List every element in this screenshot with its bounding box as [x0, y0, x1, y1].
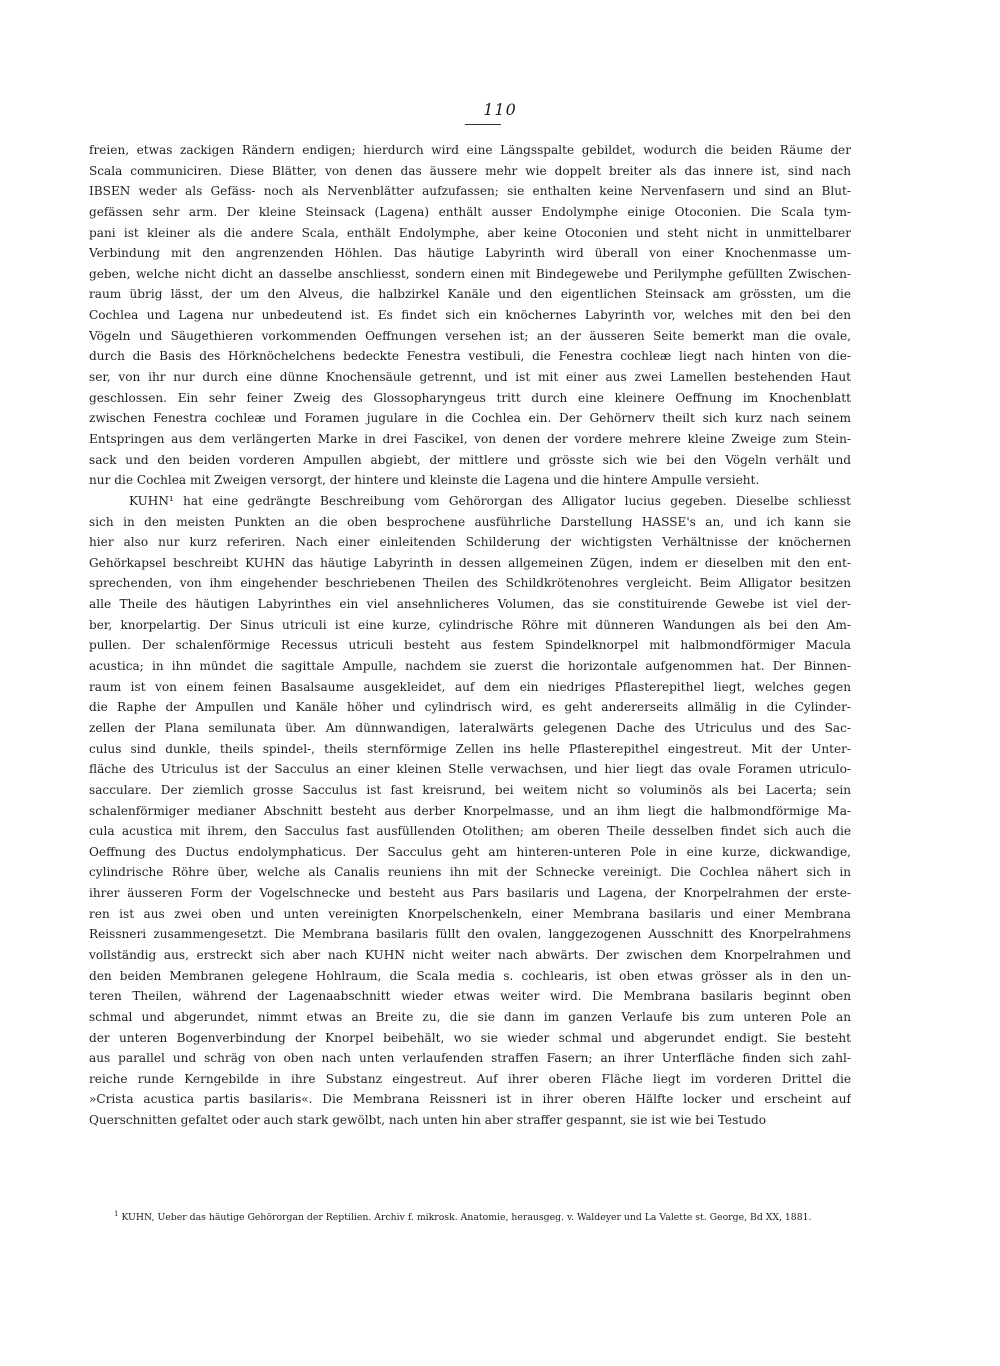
text-line: culus sind dunkle, theils spindel-, theils sternförmige Zellen ins helle Pflasterepithel eingestreut. Mit der Unter- [89, 741, 851, 756]
text-line: IBSEN weder als Gefäss- noch als Nervenblätter aufzufassen; sie enthalten keine Nervenfasern und sind an Blut- [89, 184, 851, 199]
text-line: »Crista acustica partis basilaris«. Die Membrana Reissneri ist in ihrer oberen Hälfte locker und erscheint auf [89, 1092, 851, 1107]
text-line: vollständig aus, erstreckt sich aber nach KUHN nicht weiter nach abwärts. Der zwischen dem Knorpelrahmen und [89, 947, 851, 962]
text-line: hier also nur kurz referiren. Nach einer einleitenden Schilderung der wichtigsten Verhältnisse der knöchernen [89, 535, 851, 550]
page-number-rule [465, 124, 501, 125]
text-line: pullen. Der schalenförmige Recessus utriculi besteht aus festem Spindelknorpel mit halbmondförmiger Macula [89, 638, 851, 653]
text-line: acustica; in ihn mündet die sagittale Ampulle, nachdem sie zuerst die horizontale aufgenommen hat. Der Binnen- [89, 659, 851, 674]
text-line: raum ist von einem feinen Basalsaume ausgekleidet, auf dem ein niedriges Pflasterepithel liegt, welches gegen [89, 679, 851, 694]
text-line: zwischen Fenestra cochleæ und Foramen jugulare in die Cochlea ein. Der Gehörnerv theilt sich kurz nach seinem [89, 411, 851, 426]
text-line: Oeffnung des Ductus endolymphaticus. Der Sacculus geht am hinteren-unteren Pole in eine kurze, dickwandige, [89, 844, 851, 859]
text-line: ber, knorpelartig. Der Sinus utriculi ist eine kurze, cylindrische Röhre mit dünneren Wandungen als bei den Am- [89, 617, 851, 632]
text-line: pani ist kleiner als die andere Scala, enthält Endolymphe, aber keine Otoconien und steht nicht in unmittelbarer [89, 225, 851, 240]
text-line: schalenförmiger medianer Abschnitt besteht aus derber Knorpelmasse, und an ihm liegt die halbmondförmige Ma- [89, 803, 851, 818]
footnote-text: KUHN, Ueber das häutige Gehörorgan der Reptilien. Archiv f. mikrosk. Anatomie, herausgeg. v. Waldeyer und La Valette st. George, Bd XX, 1881. [121, 1212, 812, 1224]
text-line: aus parallel und schräg von oben nach unten verlaufenden straffen Fasern; an ihrer Unterfläche finden sich zahl- [89, 1051, 851, 1066]
text-line: Querschnitten gefaltet oder auch stark gewölbt, nach unten hin aber straffer gespannt, sie ist wie bei Testudo [89, 1113, 767, 1128]
paragraph-2 [89, 491, 851, 1131]
text-line: sich in den meisten Punkten an die oben besprochene ausführliche Darstellung HASSE's an, und ich kann sie [89, 514, 851, 529]
text-line: nur die Cochlea mit Zweigen versorgt, der hintere und kleinste die Lagena und die hintere Ampulle versieht. [89, 473, 760, 488]
text-line: geschlossen. Ein sehr feiner Zweig des Glossopharyngeus tritt durch eine kleinere Oeffnung im Knochenblatt [89, 390, 851, 405]
footnote [114, 1207, 854, 1225]
text-line: alle Theile des häutigen Labyrinthes ein viel ansehnlicheres Volumen, das sie constituirende Gewebe ist viel der- [89, 597, 851, 612]
text-line: schmal und abgerundet, nimmt etwas an Breite zu, die sie dann im ganzen Verlaufe bis zum unteren Pole an [89, 1009, 851, 1024]
text-line: Cochlea und Lagena nur unbedeutend ist. Es findet sich ein knöchernes Labyrinth vor, welches mit den bei den [89, 308, 851, 323]
page-number: 110 [483, 100, 517, 119]
paragraph-1 [89, 140, 851, 491]
footnote-mark: 1 [114, 1210, 119, 1218]
text-line: KUHN¹ hat eine gedrängte Beschreibung vom Gehörorgan des Alligator lucius gegeben. Dieselbe schliesst [129, 493, 851, 508]
text-line: ihrer äusseren Form der Vogelschnecke und besteht aus Pars basilaris und Lagena, der Knorpelrahmen der erste- [89, 886, 851, 901]
text-line: cula acustica mit ihrem, den Sacculus fast ausfüllenden Otolithen; am oberen Theile desselben findet sich auch die [89, 824, 851, 839]
text-line: der unteren Bogenverbindung der Knorpel beibehält, wo sie wieder schmal und abgerundet endigt. Sie besteht [89, 1030, 851, 1045]
text-line: Gehörkapsel beschreibt KUHN das häutige Labyrinth in dessen allgemeinen Zügen, indem er dieselben mit den ent- [89, 555, 851, 570]
text-line: sack und den beiden vorderen Ampullen abgiebt, der mittlere und grösste sich wie bei den Vögeln verhält und [89, 452, 851, 467]
text-line: fläche des Utriculus ist der Sacculus an einer kleinen Stelle verwachsen, und hier liegt das ovale Foramen utriculo- [89, 762, 851, 777]
text-line: gefässen sehr arm. Der kleine Steinsack (Lagena) enthält ausser Endolymphe einige Otoconien. Die Scala tym- [89, 204, 851, 219]
text-line: Vögeln und Säugethieren vorkommenden Oeffnungen versehen ist; an der äusseren Seite bemerkt man die ovale, [89, 328, 851, 343]
text-line: durch die Basis des Hörknöchelchens bedeckte Fenestra vestibuli, die Fenestra cochleæ liegt nach hinten von die- [89, 349, 851, 364]
text-line: Verbindung mit den angrenzenden Höhlen. Das häutige Labyrinth wird überall von einer Knochenmasse um- [89, 246, 851, 261]
text-line: freien, etwas zackigen Rändern endigen; hierdurch wird eine Längsspalte gebildet, wodurch die beiden Räume der [89, 143, 851, 157]
text-line: den beiden Membranen gelegene Hohlraum, die Scala media s. cochlearis, ist oben etwas grösser als in den un- [89, 968, 851, 983]
body-text [89, 140, 851, 1131]
text-line: ser, von ihr nur durch eine dünne Knochensäule getrennt, und ist mit einer aus zwei Lamellen bestehenden Haut [89, 370, 851, 385]
text-line: zellen der Plana semilunata über. Am dünnwandigen, lateralwärts gelegenen Dache des Utriculus und des Sac- [89, 720, 851, 735]
text-line: Scala communiciren. Diese Blätter, von denen das äussere mehr wie doppelt breiter als das innere ist, sind nach [89, 163, 851, 178]
text-line: die Raphe der Ampullen und Kanäle höher und cylindrisch wird, es geht andererseits allmälig in die Cylinder- [89, 700, 851, 715]
text-line: raum übrig lässt, der um den Alveus, die halbzirkel Kanäle und den eigentlichen Steinsack am grössten, um die [89, 287, 851, 302]
text-line: geben, welche nicht dicht an dasselbe anschliesst, sondern einen mit Bindegewebe und Perilymphe gefüllten Zwischen- [89, 266, 851, 281]
text-line: cylindrische Röhre über, welche als Canalis reuniens ihn mit der Schnecke vereinigt. Die Cochlea nähert sich in [89, 865, 851, 880]
text-line: teren Theilen, während der Lagenaabschnitt wieder etwas weiter wird. Die Membrana basilaris beginnt oben [89, 989, 851, 1004]
text-line: Entspringen aus dem verlängerten Marke in drei Fascikel, von denen der vordere mehrere kleine Zweige zum Stein- [89, 431, 851, 446]
text-line: reiche runde Kerngebilde in ihre Substanz eingestreut. Auf ihrer oberen Fläche liegt im vorderen Drittel die [89, 1071, 851, 1086]
text-line: sacculare. Der ziemlich grosse Sacculus ist fast kreisrund, bei weitem nicht so voluminös als bei Lacerta; sein [89, 782, 851, 797]
text-line: ren ist aus zwei oben und unten vereinigten Knorpelschenkeln, einer Membrana basilaris und einer Membrana [89, 906, 851, 921]
text-line: sprechenden, von ihm eingehender beschriebenen Theilen des Schildkrötenohres vergleicht. Beim Alligator besitzen [89, 576, 851, 591]
text-line: Reissneri zusammengesetzt. Die Membrana basilaris füllt den ovalen, langgezogenen Ausschnitt des Knorpelrahmens [89, 927, 851, 942]
